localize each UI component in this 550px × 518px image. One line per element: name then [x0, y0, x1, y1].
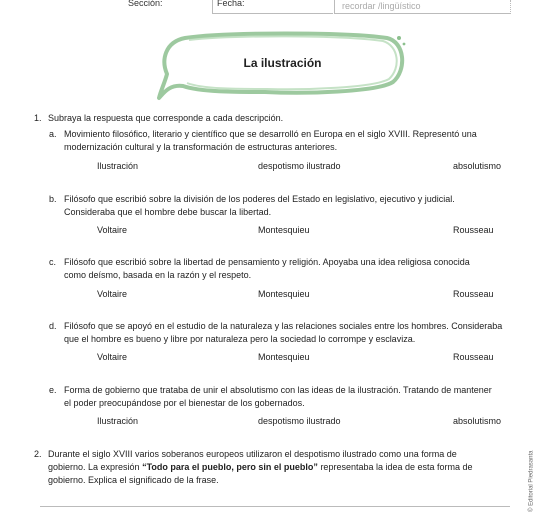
page-title: La ilustración — [243, 56, 322, 70]
item-text-line-2: Consideraba que el hombre debe buscar la libertad. — [64, 207, 272, 217]
answer-option[interactable]: Voltaire — [97, 352, 128, 362]
item-letter: c. — [49, 257, 57, 267]
header-strip — [0, 0, 550, 16]
question-1-instruction: Subraya la respuesta que corresponde a cada descripción. — [48, 113, 284, 123]
item-text-line-2: como deísmo, basada en la razón y el respeto. — [64, 270, 252, 280]
skill-text: recordar /lingüístico — [342, 1, 421, 11]
answer-option[interactable]: despotismo ilustrado — [258, 416, 341, 426]
item-letter: d. — [49, 321, 57, 331]
question-2-number: 2. — [34, 449, 42, 459]
title-banner — [155, 30, 410, 102]
answer-option[interactable]: absolutismo — [453, 161, 502, 171]
item-text-line-2: el poder preocupándose por el bienestar de los gobernados. — [64, 398, 305, 408]
answer-option[interactable]: Montesquieu — [258, 352, 310, 362]
answer-option[interactable]: Rousseau — [453, 352, 494, 362]
item-letter: e. — [49, 385, 57, 395]
question-2-line-2-pre: gobierno. La expresión — [48, 462, 143, 472]
question-1-number: 1. — [34, 113, 42, 123]
answer-option[interactable]: absolutismo — [453, 416, 502, 426]
answer-option[interactable]: Montesquieu — [258, 289, 310, 299]
item-text-line-1: Filósofo que se apoyó en el estudio de la naturaleza y las relaciones sociales entre los hombres. Consideraba — [64, 321, 503, 331]
answer-option[interactable]: Ilustración — [97, 416, 139, 426]
question-2-line-3: gobierno. Explica el significado de la frase. — [48, 475, 219, 485]
section-label: Sección: — [128, 0, 163, 8]
item-letter: a. — [49, 129, 57, 139]
answer-line[interactable] — [40, 506, 510, 507]
answer-option[interactable]: Voltaire — [97, 225, 128, 235]
header-dotted-divider — [510, 0, 511, 14]
item-text-line-1: Movimiento filosófico, literario y científico que se desarrolló en Europa en el siglo XVIII. Representó una — [64, 129, 477, 139]
quote-text: “Todo para el pueblo, pero sin el pueblo” — [142, 462, 318, 472]
item-text-line-2: que el hombre es bueno y libre por naturaleza pero la sociedad lo corrompe y esclaviza. — [64, 334, 416, 344]
question-2-line-2 — [48, 461, 473, 474]
item-text-line-1: Forma de gobierno que trataba de unir el absolutismo con las ideas de la ilustración. Tratando de mantener — [64, 385, 492, 395]
question-2-line-1: Durante el siglo XVIII varios soberanos europeos utilizaron el despotismo ilustrado como una forma de — [48, 449, 457, 459]
answer-option[interactable]: Voltaire — [97, 289, 128, 299]
publisher-credit: © Editorial Piedrasanta — [528, 450, 534, 512]
answer-option[interactable]: Rousseau — [453, 289, 494, 299]
item-letter: b. — [49, 194, 57, 204]
question-2-line-2-post: representaba la idea de esta forma de — [317, 462, 473, 472]
answer-option[interactable]: Montesquieu — [258, 225, 310, 235]
item-text-line-1: Filósofo que escribió sobre la división de los poderes del Estado en legislativo, ejecutivo y judicial. — [64, 194, 455, 204]
item-text-line-1: Filósofo que escribió sobre la libertad de pensamiento y religión. Apoyaba una idea religiosa conocida — [64, 257, 470, 267]
item-text-line-2: modernización cultural y la transformación de estructuras anteriores. — [64, 142, 338, 152]
answer-option[interactable]: Ilustración — [97, 161, 139, 171]
date-label: Fecha: — [217, 0, 245, 8]
answer-option[interactable]: despotismo ilustrado — [258, 161, 341, 171]
answer-option[interactable]: Rousseau — [453, 225, 494, 235]
